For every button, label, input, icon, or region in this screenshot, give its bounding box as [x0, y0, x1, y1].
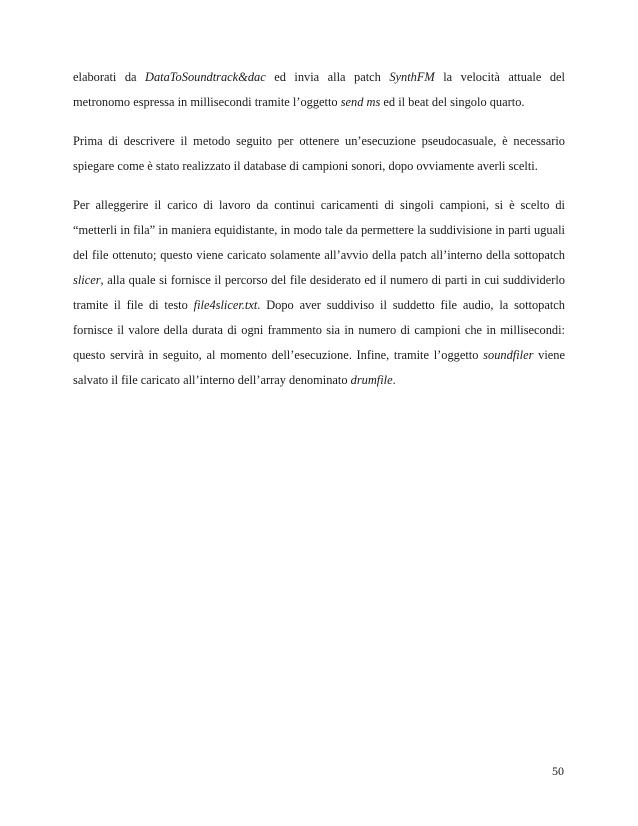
text-run: la velocità attuale del metronomo espressa in millisecondi tramite l’oggetto: [73, 70, 565, 109]
text-run-italic: drumfile: [350, 373, 393, 387]
text-run-italic: SynthFM: [389, 70, 435, 84]
text-run: .: [392, 373, 396, 387]
text-run-italic: slicer: [73, 273, 101, 287]
text-run: viene salvato il file caricato all’interno dell’array denominato: [73, 348, 565, 387]
text-run: , alla quale si fornisce il percorso del file desiderato ed il numero di parti in cui suddividerlo tramite il file di testo: [73, 273, 565, 312]
text-run: elaborati da: [73, 70, 146, 84]
page-body: [73, 65, 565, 407]
paragraph-1: [73, 65, 565, 115]
page-number: 50: [552, 764, 564, 778]
text-run: ed invia alla patch: [265, 70, 390, 84]
text-run: Per alleggerire il carico di lavoro da continui caricamenti di singoli campioni, si è scelto di “metterli in fila” in maniera equidistante, in modo tale da permettere la suddivisione in parti uguali del file ottenuto; questo viene caricato solamente all’avvio della patch all’interno della sottopatch: [73, 198, 565, 262]
text-run: Prima di descrivere il metodo seguito per ottenere un’esecuzione pseudocasuale, è necessario spiegare come è stato realizzato il database di campioni sonori, dopo ovviamente averli scelti.: [73, 134, 565, 173]
paragraph-2: [73, 129, 565, 179]
paragraph-3: [73, 193, 565, 393]
text-run: . Dopo aver suddiviso il suddetto file audio, la sottopatch fornisce il valore della durata di ogni frammento sia in numero di campioni che in millisecondi: questo servirà in seguito, al momento dell’esecuzione. Infine, tramite l’oggetto: [73, 298, 566, 362]
text-run: ed il beat del singolo quarto.: [380, 95, 525, 109]
text-run-italic: file4slicer.txt: [193, 298, 258, 312]
text-run-italic: soundfiler: [483, 348, 534, 362]
text-run-italic: send ms: [340, 95, 381, 109]
text-run-italic: DataToSoundtrack&dac: [145, 70, 266, 84]
